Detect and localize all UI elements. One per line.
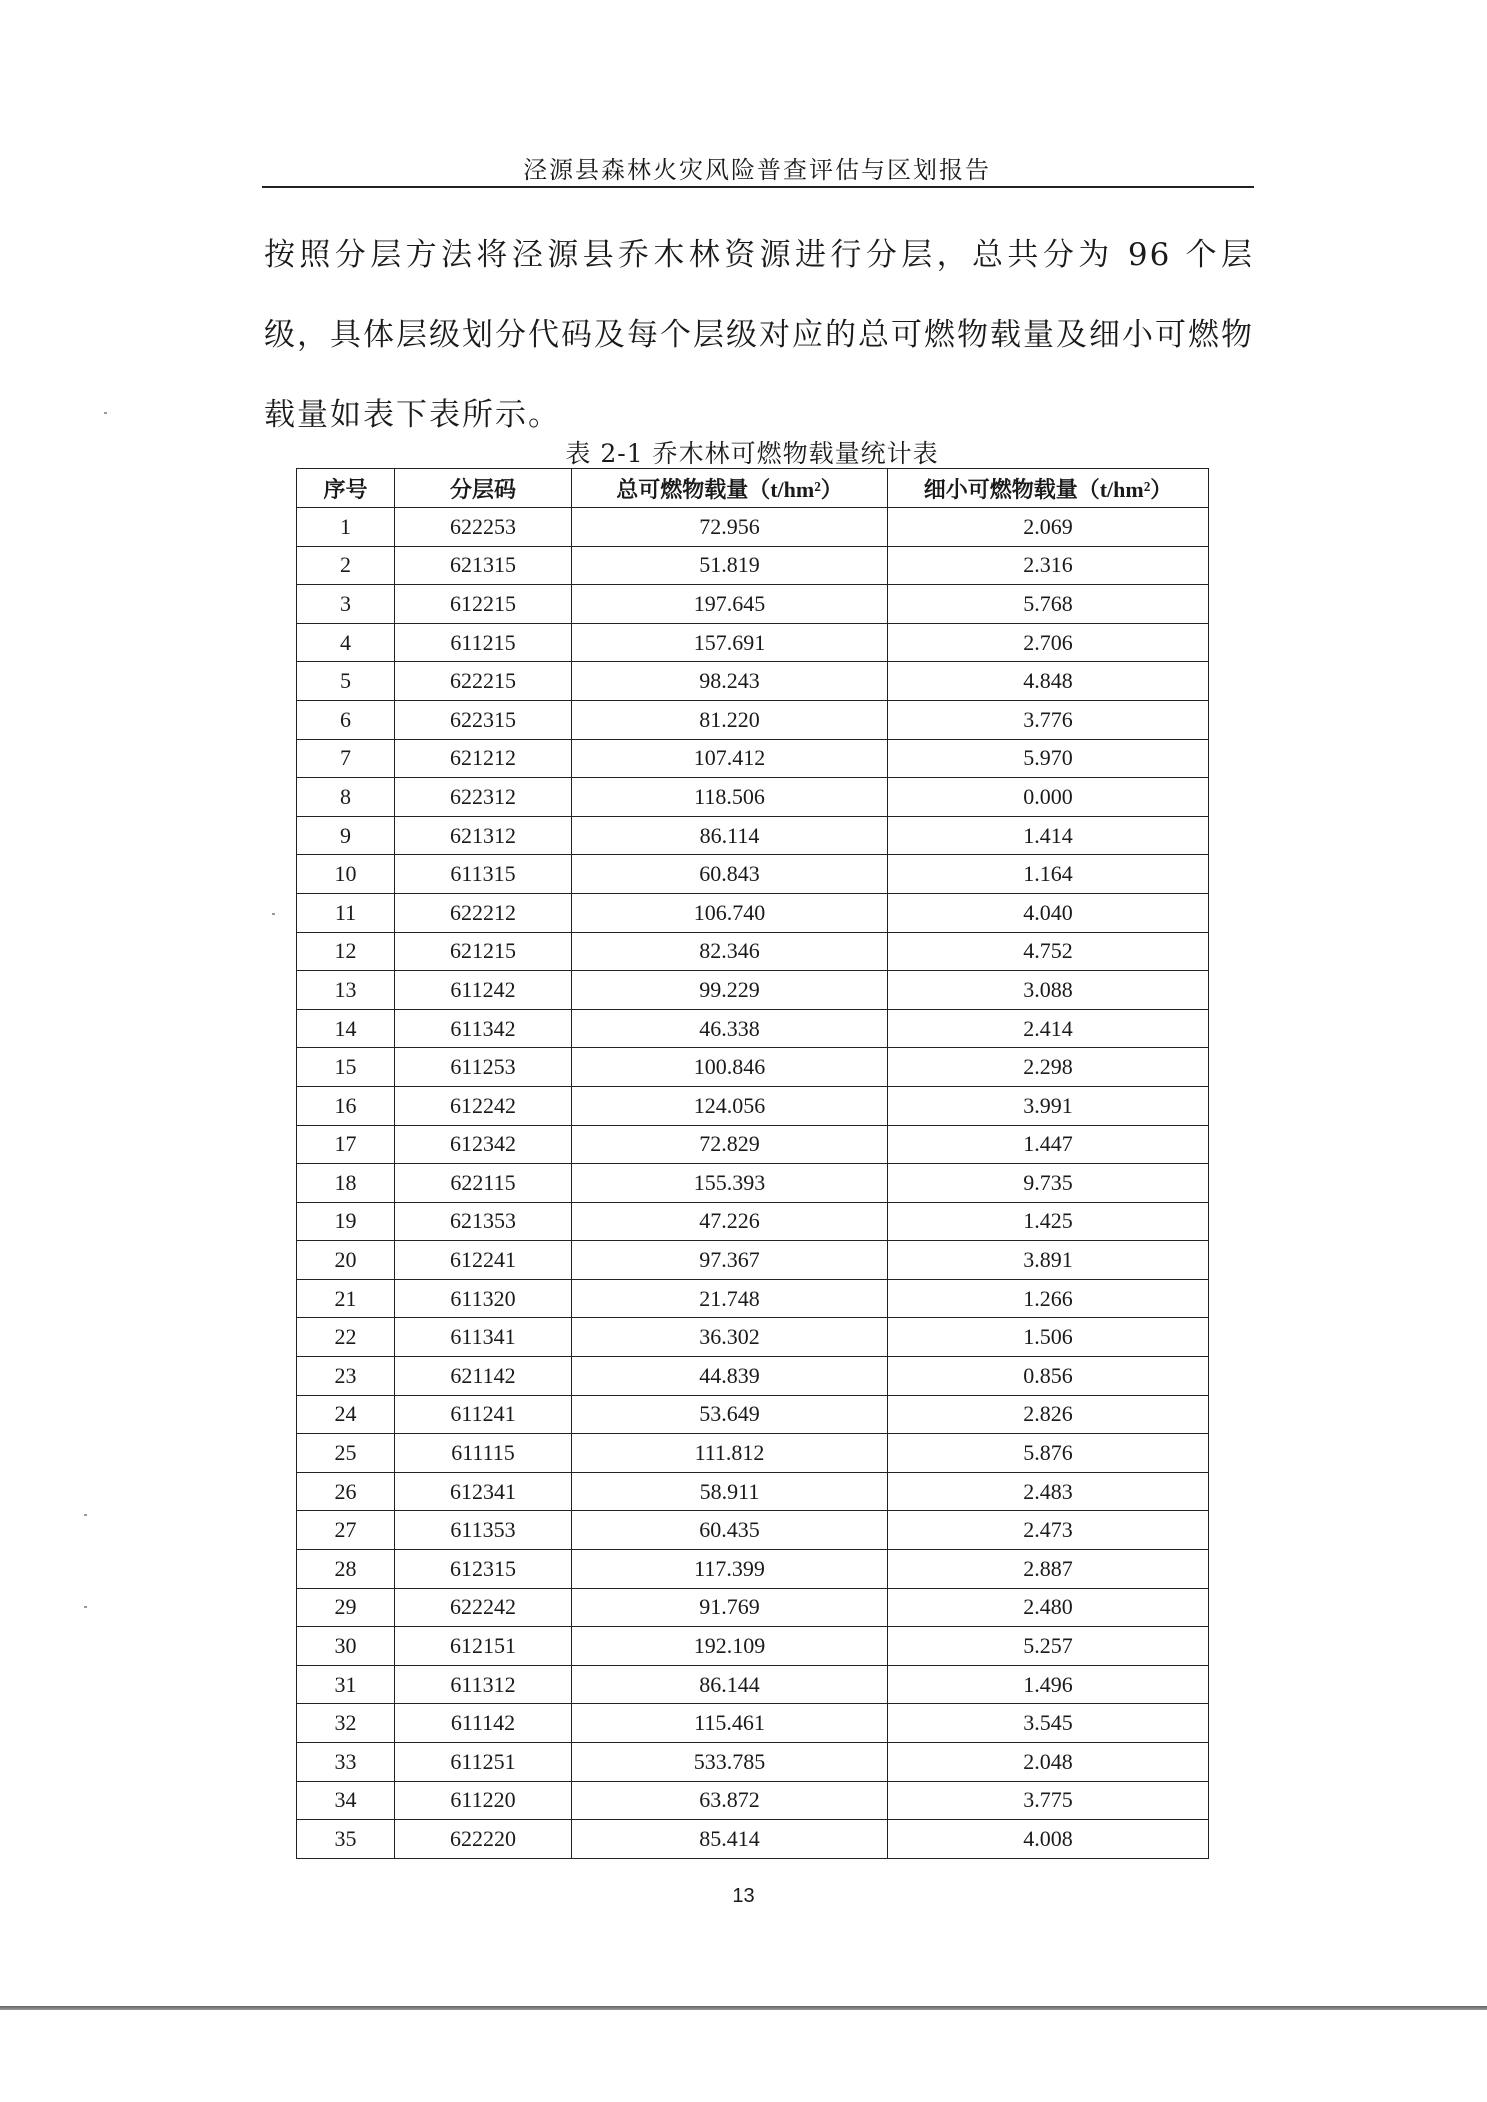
cell-layer-code: 612342 bbox=[395, 1125, 572, 1164]
cell-total-fuel-load: 51.819 bbox=[572, 546, 888, 585]
cell-total-fuel-load: 86.144 bbox=[572, 1665, 888, 1704]
cell-layer-code: 611312 bbox=[395, 1665, 572, 1704]
table-row bbox=[297, 816, 1209, 855]
table-header-row bbox=[297, 469, 1209, 508]
cell-fine-fuel-load: 4.752 bbox=[888, 932, 1209, 971]
table-row bbox=[297, 739, 1209, 778]
cell-total-fuel-load: 36.302 bbox=[572, 1318, 888, 1357]
cell-total-fuel-load: 197.645 bbox=[572, 585, 888, 624]
cell-fine-fuel-load: 2.706 bbox=[888, 623, 1209, 662]
cell-fine-fuel-load: 3.891 bbox=[888, 1241, 1209, 1280]
cell-total-fuel-load: 60.435 bbox=[572, 1511, 888, 1550]
cell-index: 13 bbox=[297, 971, 395, 1010]
cell-layer-code: 621212 bbox=[395, 739, 572, 778]
cell-index: 1 bbox=[297, 508, 395, 547]
table-row bbox=[297, 1125, 1209, 1164]
cell-index: 4 bbox=[297, 623, 395, 662]
cell-layer-code: 612315 bbox=[395, 1550, 572, 1589]
cell-layer-code: 611215 bbox=[395, 623, 572, 662]
cell-layer-code: 611241 bbox=[395, 1395, 572, 1434]
cell-total-fuel-load: 533.785 bbox=[572, 1743, 888, 1782]
cell-index: 20 bbox=[297, 1241, 395, 1280]
cell-total-fuel-load: 72.956 bbox=[572, 508, 888, 547]
cell-fine-fuel-load: 2.473 bbox=[888, 1511, 1209, 1550]
cell-index: 27 bbox=[297, 1511, 395, 1550]
cell-fine-fuel-load: 1.447 bbox=[888, 1125, 1209, 1164]
cell-fine-fuel-load: 3.776 bbox=[888, 700, 1209, 739]
cell-total-fuel-load: 91.769 bbox=[572, 1588, 888, 1627]
cell-layer-code: 611353 bbox=[395, 1511, 572, 1550]
cell-fine-fuel-load: 1.425 bbox=[888, 1202, 1209, 1241]
cell-fine-fuel-load: 1.266 bbox=[888, 1279, 1209, 1318]
page-header-title: 泾源县森林火灾风险普查评估与区划报告 bbox=[523, 156, 991, 184]
cell-total-fuel-load: 44.839 bbox=[572, 1357, 888, 1396]
cell-index: 18 bbox=[297, 1164, 395, 1203]
cell-layer-code: 611253 bbox=[395, 1048, 572, 1087]
cell-total-fuel-load: 72.829 bbox=[572, 1125, 888, 1164]
cell-index: 31 bbox=[297, 1665, 395, 1704]
table-row bbox=[297, 1202, 1209, 1241]
cell-total-fuel-load: 85.414 bbox=[572, 1820, 888, 1859]
cell-fine-fuel-load: 2.048 bbox=[888, 1743, 1209, 1782]
cell-layer-code: 612151 bbox=[395, 1627, 572, 1666]
cell-fine-fuel-load: 2.298 bbox=[888, 1048, 1209, 1087]
cell-layer-code: 611320 bbox=[395, 1279, 572, 1318]
table-row bbox=[297, 932, 1209, 971]
table-body bbox=[297, 508, 1209, 1859]
table-row bbox=[297, 971, 1209, 1010]
cell-layer-code: 611342 bbox=[395, 1009, 572, 1048]
cell-total-fuel-load: 82.346 bbox=[572, 932, 888, 971]
page-number: 13 bbox=[732, 1885, 755, 1907]
cell-index: 34 bbox=[297, 1781, 395, 1820]
table-row bbox=[297, 585, 1209, 624]
cell-layer-code: 621353 bbox=[395, 1202, 572, 1241]
cell-layer-code: 611251 bbox=[395, 1743, 572, 1782]
cell-total-fuel-load: 99.229 bbox=[572, 971, 888, 1010]
cell-index: 19 bbox=[297, 1202, 395, 1241]
table-row bbox=[297, 508, 1209, 547]
cell-total-fuel-load: 124.056 bbox=[572, 1086, 888, 1125]
cell-layer-code: 622315 bbox=[395, 700, 572, 739]
cell-fine-fuel-load: 5.257 bbox=[888, 1627, 1209, 1666]
column-header-total-fuel-load: 总可燃物载量（t/hm²） bbox=[572, 469, 888, 508]
table-row bbox=[297, 1086, 1209, 1125]
cell-total-fuel-load: 47.226 bbox=[572, 1202, 888, 1241]
cell-index: 32 bbox=[297, 1704, 395, 1743]
cell-fine-fuel-load: 4.848 bbox=[888, 662, 1209, 701]
cell-layer-code: 622212 bbox=[395, 893, 572, 932]
cell-fine-fuel-load: 2.887 bbox=[888, 1550, 1209, 1589]
cell-layer-code: 611142 bbox=[395, 1704, 572, 1743]
cell-total-fuel-load: 115.461 bbox=[572, 1704, 888, 1743]
cell-fine-fuel-load: 2.414 bbox=[888, 1009, 1209, 1048]
cell-fine-fuel-load: 5.768 bbox=[888, 585, 1209, 624]
table-row bbox=[297, 1781, 1209, 1820]
cell-fine-fuel-load: 1.496 bbox=[888, 1665, 1209, 1704]
cell-index: 28 bbox=[297, 1550, 395, 1589]
cell-layer-code: 621215 bbox=[395, 932, 572, 971]
table-row bbox=[297, 1588, 1209, 1627]
cell-index: 33 bbox=[297, 1743, 395, 1782]
table-row bbox=[297, 1704, 1209, 1743]
cell-total-fuel-load: 97.367 bbox=[572, 1241, 888, 1280]
cell-fine-fuel-load: 2.826 bbox=[888, 1395, 1209, 1434]
cell-index: 30 bbox=[297, 1627, 395, 1666]
table-row bbox=[297, 778, 1209, 817]
table-row bbox=[297, 893, 1209, 932]
column-header-index: 序号 bbox=[297, 469, 395, 508]
cell-index: 11 bbox=[297, 893, 395, 932]
cell-total-fuel-load: 100.846 bbox=[572, 1048, 888, 1087]
table-row bbox=[297, 1241, 1209, 1280]
table-row bbox=[297, 1318, 1209, 1357]
table-row bbox=[297, 662, 1209, 701]
cell-index: 24 bbox=[297, 1395, 395, 1434]
table-row bbox=[297, 623, 1209, 662]
cell-layer-code: 612241 bbox=[395, 1241, 572, 1280]
cell-layer-code: 621312 bbox=[395, 816, 572, 855]
cell-index: 10 bbox=[297, 855, 395, 894]
cell-index: 25 bbox=[297, 1434, 395, 1473]
cell-layer-code: 622215 bbox=[395, 662, 572, 701]
cell-index: 6 bbox=[297, 700, 395, 739]
table-row bbox=[297, 1048, 1209, 1087]
cell-layer-code: 622115 bbox=[395, 1164, 572, 1203]
cell-layer-code: 621142 bbox=[395, 1357, 572, 1396]
cell-index: 9 bbox=[297, 816, 395, 855]
cell-index: 29 bbox=[297, 1588, 395, 1627]
table-row bbox=[297, 1743, 1209, 1782]
scan-speck bbox=[272, 913, 275, 915]
cell-fine-fuel-load: 3.545 bbox=[888, 1704, 1209, 1743]
body-paragraph: 按照分层方法将泾源县乔木林资源进行分层，总共分为 96 个层级，具体层级划分代码及每个层级对应的总可燃物载量及细小可燃物载量如表下表所示。 bbox=[264, 237, 1254, 433]
cell-fine-fuel-load: 2.480 bbox=[888, 1588, 1209, 1627]
table-row bbox=[297, 1357, 1209, 1396]
cell-index: 7 bbox=[297, 739, 395, 778]
table-row bbox=[297, 1511, 1209, 1550]
table-row bbox=[297, 1434, 1209, 1473]
cell-index: 14 bbox=[297, 1009, 395, 1048]
cell-index: 23 bbox=[297, 1357, 395, 1396]
cell-total-fuel-load: 111.812 bbox=[572, 1434, 888, 1473]
cell-layer-code: 611315 bbox=[395, 855, 572, 894]
cell-index: 5 bbox=[297, 662, 395, 701]
table-row bbox=[297, 1550, 1209, 1589]
table-row bbox=[297, 1820, 1209, 1859]
cell-index: 3 bbox=[297, 585, 395, 624]
scan-speck bbox=[84, 1606, 87, 1608]
cell-total-fuel-load: 98.243 bbox=[572, 662, 888, 701]
cell-fine-fuel-load: 5.876 bbox=[888, 1434, 1209, 1473]
scan-bottom-edge bbox=[0, 2006, 1487, 2010]
cell-layer-code: 611115 bbox=[395, 1434, 572, 1473]
cell-total-fuel-load: 63.872 bbox=[572, 1781, 888, 1820]
cell-index: 35 bbox=[297, 1820, 395, 1859]
table-row bbox=[297, 546, 1209, 585]
scan-speck bbox=[104, 412, 107, 414]
cell-index: 16 bbox=[297, 1086, 395, 1125]
cell-total-fuel-load: 86.114 bbox=[572, 816, 888, 855]
cell-fine-fuel-load: 3.088 bbox=[888, 971, 1209, 1010]
cell-fine-fuel-load: 1.506 bbox=[888, 1318, 1209, 1357]
cell-fine-fuel-load: 2.483 bbox=[888, 1472, 1209, 1511]
cell-fine-fuel-load: 2.316 bbox=[888, 546, 1209, 585]
cell-total-fuel-load: 53.649 bbox=[572, 1395, 888, 1434]
cell-total-fuel-load: 192.109 bbox=[572, 1627, 888, 1666]
cell-index: 17 bbox=[297, 1125, 395, 1164]
cell-total-fuel-load: 117.399 bbox=[572, 1550, 888, 1589]
cell-fine-fuel-load: 0.856 bbox=[888, 1357, 1209, 1396]
table-row bbox=[297, 1395, 1209, 1434]
cell-total-fuel-load: 118.506 bbox=[572, 778, 888, 817]
cell-layer-code: 612215 bbox=[395, 585, 572, 624]
cell-total-fuel-load: 81.220 bbox=[572, 700, 888, 739]
cell-layer-code: 622220 bbox=[395, 1820, 572, 1859]
cell-fine-fuel-load: 3.991 bbox=[888, 1086, 1209, 1125]
table-row bbox=[297, 1627, 1209, 1666]
cell-layer-code: 622242 bbox=[395, 1588, 572, 1627]
cell-layer-code: 612341 bbox=[395, 1472, 572, 1511]
cell-total-fuel-load: 46.338 bbox=[572, 1009, 888, 1048]
cell-total-fuel-load: 106.740 bbox=[572, 893, 888, 932]
header-divider bbox=[262, 186, 1254, 188]
cell-fine-fuel-load: 2.069 bbox=[888, 508, 1209, 547]
cell-total-fuel-load: 21.748 bbox=[572, 1279, 888, 1318]
cell-total-fuel-load: 60.843 bbox=[572, 855, 888, 894]
cell-fine-fuel-load: 1.414 bbox=[888, 816, 1209, 855]
cell-total-fuel-load: 58.911 bbox=[572, 1472, 888, 1511]
cell-total-fuel-load: 107.412 bbox=[572, 739, 888, 778]
cell-layer-code: 621315 bbox=[395, 546, 572, 585]
cell-index: 26 bbox=[297, 1472, 395, 1511]
cell-fine-fuel-load: 5.970 bbox=[888, 739, 1209, 778]
cell-total-fuel-load: 155.393 bbox=[572, 1164, 888, 1203]
table-row bbox=[297, 1009, 1209, 1048]
cell-fine-fuel-load: 1.164 bbox=[888, 855, 1209, 894]
cell-layer-code: 611242 bbox=[395, 971, 572, 1010]
table-row bbox=[297, 855, 1209, 894]
scan-speck bbox=[84, 1514, 87, 1516]
cell-fine-fuel-load: 4.008 bbox=[888, 1820, 1209, 1859]
column-header-layer-code: 分层码 bbox=[395, 469, 572, 508]
cell-layer-code: 622253 bbox=[395, 508, 572, 547]
cell-fine-fuel-load: 3.775 bbox=[888, 1781, 1209, 1820]
cell-index: 8 bbox=[297, 778, 395, 817]
table-caption: 表 2-1 乔木林可燃物载量统计表 bbox=[565, 439, 939, 468]
cell-fine-fuel-load: 9.735 bbox=[888, 1164, 1209, 1203]
cell-index: 15 bbox=[297, 1048, 395, 1087]
table-row bbox=[297, 1279, 1209, 1318]
cell-fine-fuel-load: 0.000 bbox=[888, 778, 1209, 817]
cell-index: 2 bbox=[297, 546, 395, 585]
cell-index: 21 bbox=[297, 1279, 395, 1318]
cell-total-fuel-load: 157.691 bbox=[572, 623, 888, 662]
table-row bbox=[297, 700, 1209, 739]
cell-fine-fuel-load: 4.040 bbox=[888, 893, 1209, 932]
cell-layer-code: 611341 bbox=[395, 1318, 572, 1357]
cell-layer-code: 611220 bbox=[395, 1781, 572, 1820]
fuel-load-table bbox=[296, 468, 1209, 1859]
table-row bbox=[297, 1665, 1209, 1704]
cell-layer-code: 622312 bbox=[395, 778, 572, 817]
cell-index: 12 bbox=[297, 932, 395, 971]
table-row bbox=[297, 1164, 1209, 1203]
cell-index: 22 bbox=[297, 1318, 395, 1357]
column-header-fine-fuel-load: 细小可燃物载量（t/hm²） bbox=[888, 469, 1209, 508]
table-row bbox=[297, 1472, 1209, 1511]
cell-layer-code: 612242 bbox=[395, 1086, 572, 1125]
